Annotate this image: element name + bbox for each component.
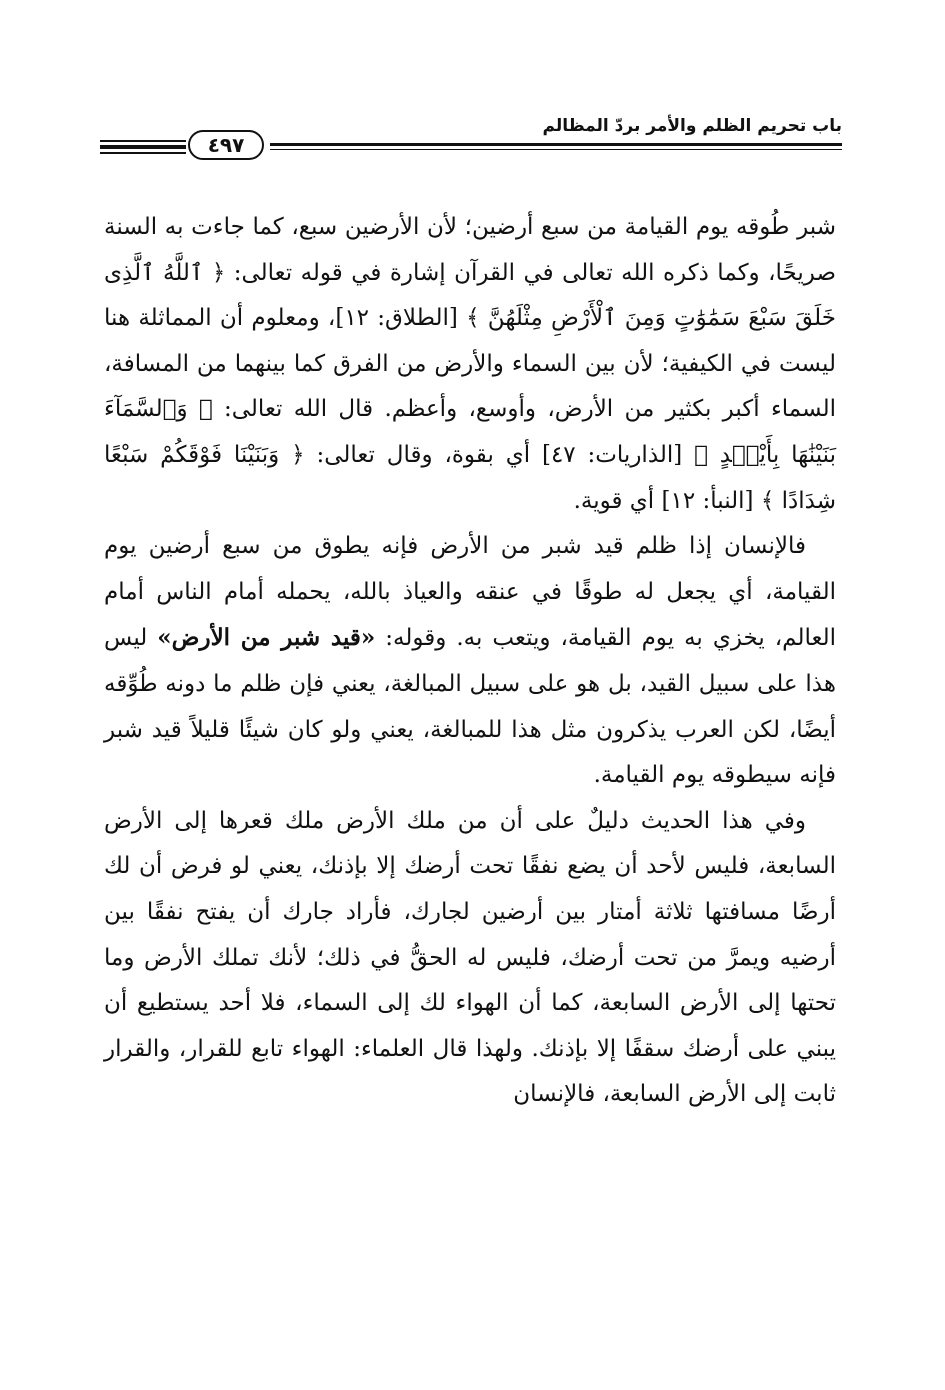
header-rule-thick [270,143,842,146]
running-title: باب تحريم الظلم والأمر بردّ المظالم [542,116,842,136]
hadith-quote: «قيد شبر من الأرض» [157,624,376,652]
paragraph-3: وفي هذا الحديث دليلٌ على أن من ملك الأرض ملك قعرها إلى الأرض السابعة، فليس لأحد أن يضع نفقًا تحت أرضك إلا بإذنك، يعني لو فرض أن لك أرضًا مسافتها ثلاثة أمتار بين أرضين لجارك، فأراد جارك أن يفتح نفقًا بين أرضيه ويمرَّ من تحت أرضك، فليس له الحقُّ في ذلك؛ لأنك تملك الأرض وما تحتها إلى الأرض السابعة، كما أن الهواء لك إلى السماء، فلا أحد يستطيع أن يبني على أرضك سقفًا إلا بإذنك. ولهذا قال العلماء: الهواء تابع للقرار، والقرار ثابت إلى الأرض السابعة، فالإنسان [104,807,836,1108]
page-header [100,112,842,164]
paragraph-1-text-c: [الذاريات: ٤٧] أي بقوة، وقال تعالى: [304,441,695,468]
header-rule-left-2 [100,145,186,149]
quran-verse-naba: ﴿ وَبَنَيْنَا فَوْقَكُمْ سَبْعًا شِدَادًا ﴾ [104,441,836,514]
paragraph-1 [104,205,836,524]
body-text [104,205,836,1118]
paragraph-1-text-b: [الطلاق: ١٢]، ومعلوم أن المماثلة هنا ليست في الكيفية؛ لأن بين السماء والأرض من الفرق كما بينهما من المسافة، السماء أكبر بكثير من الأرض، وأوسع، وأعظم. قال الله تعالى: [104,305,836,423]
paragraph-1-text-a: شبر طُوقه يوم القيامة من سبع أرضين؛ لأن الأرضين سبع، كما جاءت به السنة صريحًا، وكما ذكره الله تعالى في القرآن إشارة في قوله تعالى: [104,214,836,286]
quran-verse-talaq: ﴿ ٱللَّهُ ٱلَّذِى خَلَقَ سَبْعَ سَمَٰوَٰتٍ وَمِنَ ٱلْأَرْضِ مِثْلَهُنَّ ﴾ [104,259,837,332]
paragraph-1-text-d: [النبأ: ١٢] أي قوية. [573,487,761,514]
page-number: ٤٩٧ [188,130,264,160]
paragraph-2 [104,524,836,799]
header-rule-thin [270,149,842,150]
header-rule-left-3 [100,152,186,154]
header-rule-left-1 [100,140,186,142]
quran-verse-dhariyat: ﴿ وَٱلسَّمَآءَ بَنَيْنَٰهَا بِأَيْي۟دٍ ﴾ [104,396,836,468]
paragraph-2-text-b: ليس هذا على سبيل القيد، بل هو على سبيل المبالغة، يعني فإن ظلم ما دونه طُوِّقه أيضًا، لكن العرب يذكرون مثل هذا للمبالغة، يعني ولو كان شيئًا قليلاً قيد شبر فإنه سيطوقه يوم القيامة. [104,625,836,789]
paragraph-2-text-a: فالإنسان إذا ظلم قيد شبر من الأرض فإنه يطوق من سبع أرضين يوم القيامة، أي يجعل له طوقًا في عنقه والعياذ بالله، يحمله أمام الناس أمام العالم، يخزي به يوم القيامة، ويتعب به. وقوله: [104,533,836,652]
